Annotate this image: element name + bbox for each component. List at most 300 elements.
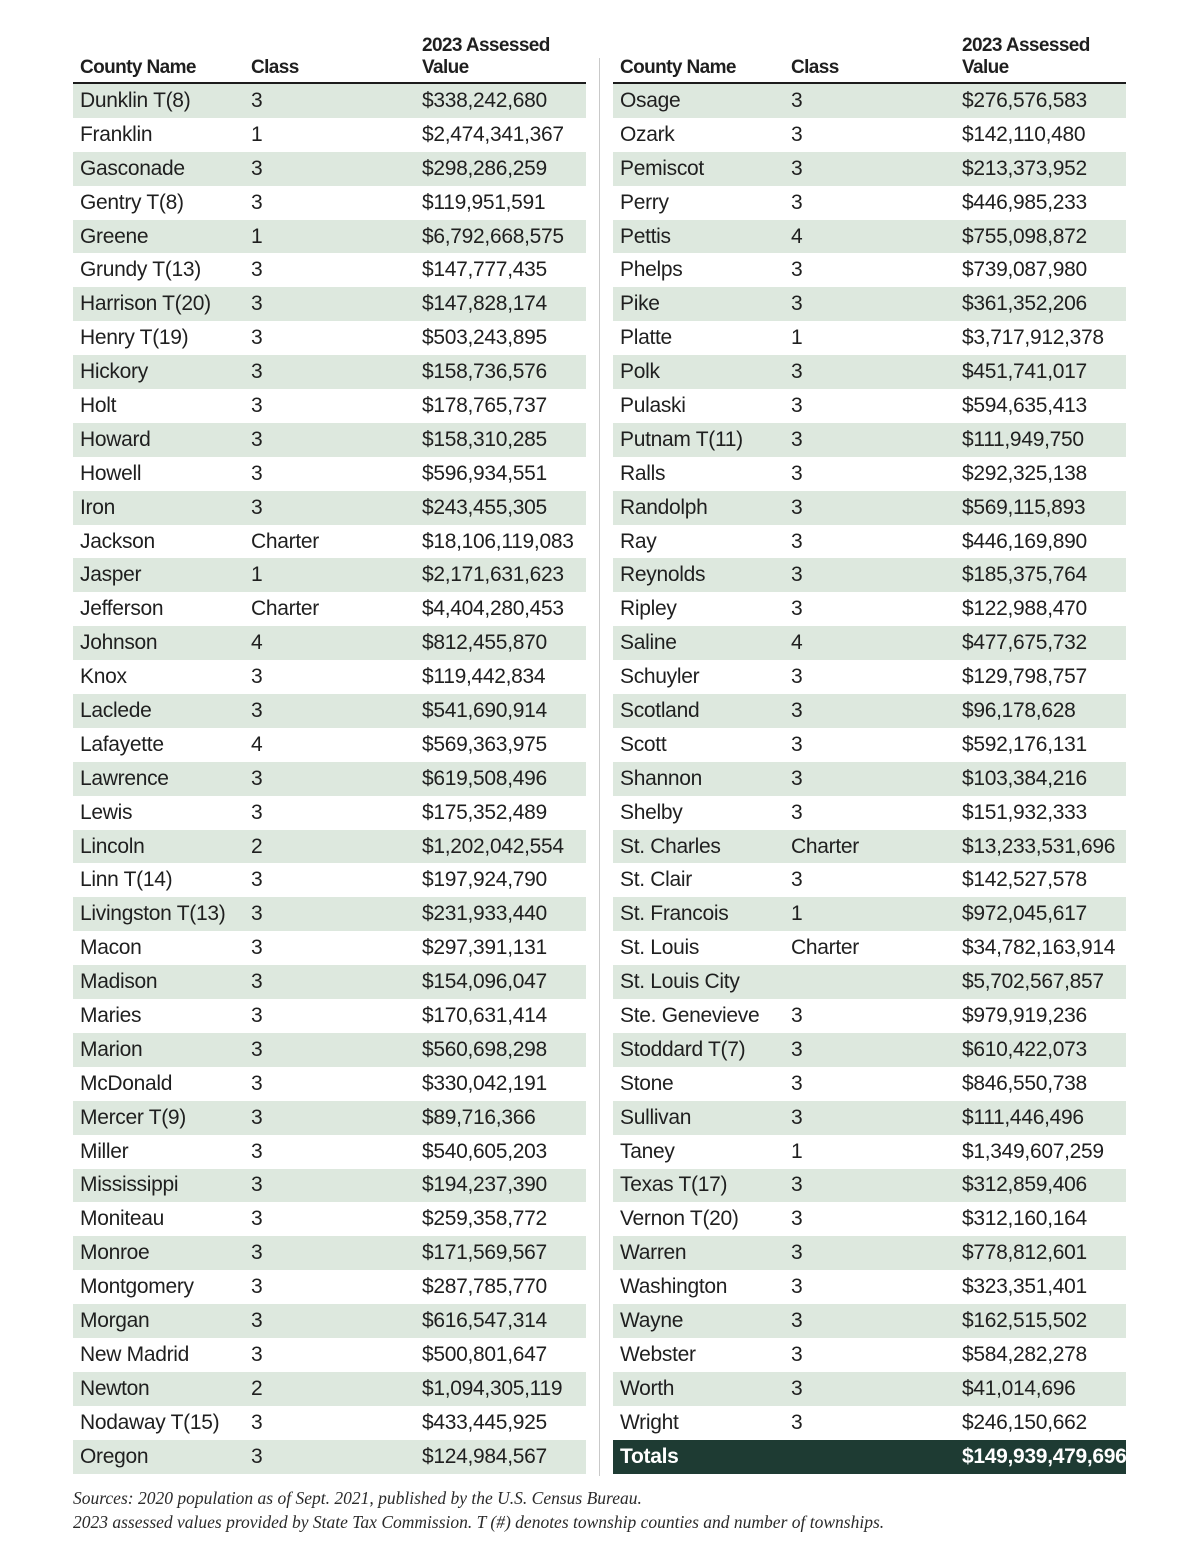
class-cell: 3 [251,766,263,790]
table-row [73,830,586,864]
class-cell: 3 [251,1173,263,1197]
county-name-cell: Montgomery [80,1275,194,1299]
assessed-value-cell: $616,547,314 [422,1309,547,1332]
assessed-value-cell: $846,550,738 [962,1071,1087,1095]
table-row [613,1236,1126,1270]
county-name-cell: Mercer T(9) [80,1105,186,1129]
county-name-cell: Scott [620,732,667,756]
class-cell: 3 [251,1037,263,1061]
assessed-value-cell: $129,798,757 [962,665,1087,689]
county-name-cell: Putnam T(11) [620,427,743,451]
class-cell: 4 [791,224,803,248]
assessed-value-cell: $194,237,390 [422,1173,547,1197]
county-name-cell: Stoddard T(7) [620,1037,746,1061]
source-note-line-2: 2023 assessed values provided by State Tax Commission. T (#) denotes township counties and number of townships. [73,1512,885,1532]
county-name-cell: Webster [620,1342,696,1366]
table-row [613,84,1126,118]
class-cell: 3 [251,495,263,519]
county-name-cell: Gentry T(8) [80,190,184,214]
county-name-cell: Ralls [620,461,666,485]
table-row [73,863,586,897]
class-cell: 3 [791,427,803,451]
class-cell: 3 [791,122,803,146]
assessed-value-cell: $541,690,914 [422,698,547,722]
county-name-cell: Osage [620,88,681,112]
table-row [73,355,586,389]
totals-row [613,1440,1126,1474]
table-row [73,999,586,1033]
assessed-value-cell: $18,106,119,083 [422,529,574,553]
table-row [73,931,586,965]
table-row [613,592,1126,626]
source-notes [73,1486,1133,1534]
class-cell: 3 [251,665,263,689]
county-name-cell: Wayne [620,1309,684,1332]
class-cell: 3 [791,1071,803,1095]
assessed-value-cell: $292,325,138 [962,461,1087,485]
table-row [613,525,1126,559]
table-row [73,1304,586,1338]
county-name-cell: Worth [620,1376,675,1400]
class-cell: 3 [791,360,803,384]
county-name-cell: Marion [80,1037,143,1061]
class-cell: 3 [791,800,803,824]
table-row [613,694,1126,728]
table-row [73,287,586,321]
table-row [613,1372,1126,1406]
table-row [73,84,586,118]
class-cell: 3 [251,698,263,722]
table-row [73,897,586,931]
table-row [613,1067,1126,1101]
class-cell: 3 [251,1275,263,1299]
county-name-cell: Ripley [620,597,677,621]
assessed-value-cell: $154,096,047 [422,970,547,994]
table-row [73,457,586,491]
class-cell: 3 [791,563,803,587]
class-cell: 3 [251,1003,263,1027]
header-assessed-value: 2023 Assessed Value [422,35,550,78]
county-name-cell: Lewis [80,800,133,824]
assessed-value-cell: $170,631,414 [422,1003,547,1027]
assessed-value-cell: $451,741,017 [962,360,1087,384]
class-cell: 1 [251,122,263,146]
class-cell: 3 [791,1105,803,1129]
table-row [73,1406,586,1440]
assessed-value-cell: $298,286,259 [422,156,547,180]
table-row [73,558,586,592]
county-name-cell: Pike [620,292,660,316]
county-name-cell: Mississippi [80,1173,179,1197]
county-name-cell: Linn T(14) [80,868,173,892]
county-name-cell: Pemiscot [620,156,704,180]
table-row [613,1033,1126,1067]
header-class: Class [251,57,299,78]
right-table [613,35,1127,1474]
assessed-value-cell: $41,014,696 [962,1376,1076,1400]
assessed-value-cell: $592,176,131 [962,732,1087,756]
class-cell: 2 [251,1376,263,1400]
assessed-value-cell: $111,446,496 [962,1105,1084,1129]
table-row [73,1135,586,1169]
class-cell: 3 [251,393,263,417]
table-row [73,728,586,762]
assessed-value-cell: $338,242,680 [422,88,547,112]
table-row [73,525,586,559]
assessed-value-cell: $610,422,073 [962,1037,1087,1061]
class-cell: 3 [791,1037,803,1061]
county-name-cell: Iron [80,495,115,519]
county-name-cell: Laclede [80,698,152,722]
assessed-value-cell: $446,169,890 [962,529,1087,553]
class-cell: 3 [791,461,803,485]
class-cell: 3 [791,156,803,180]
county-name-cell: Johnson [80,631,158,655]
assessed-value-cell: $171,569,567 [422,1241,547,1265]
county-name-cell: Madison [80,970,158,994]
county-name-cell: Perry [620,190,669,214]
table-row [73,1372,586,1406]
table-row [613,1202,1126,1236]
class-cell: Charter [251,529,319,553]
county-name-cell: St. Louis City [620,970,740,994]
class-cell: 3 [251,1444,263,1468]
table-row [613,491,1126,525]
right-table-body [613,84,1126,1440]
assessed-value-cell: $119,951,591 [422,190,546,214]
assessed-value-cell: $122,988,470 [962,597,1087,621]
header-county-name: County Name [620,57,736,78]
assessed-value-cell: $276,576,583 [962,88,1087,112]
class-cell: Charter [791,936,859,960]
county-name-cell: Maries [80,1003,142,1027]
table-row [73,1101,586,1135]
class-cell: 3 [251,1410,263,1434]
county-name-cell: Jefferson [80,597,164,621]
table-row [73,1270,586,1304]
class-cell: 3 [251,88,263,112]
county-name-cell: Reynolds [620,563,706,587]
table-row [613,186,1126,220]
table-row [73,1202,586,1236]
assessed-value-cell: $477,675,732 [962,631,1087,655]
right-table-header [613,35,1126,84]
assessed-value-cell: $433,445,925 [422,1410,547,1434]
table-row [613,558,1126,592]
table-row [73,1440,586,1474]
assessed-value-cell: $158,310,285 [422,427,547,451]
county-name-cell: Pulaski [620,393,686,417]
county-name-cell: Monroe [80,1241,150,1265]
class-cell: 3 [791,868,803,892]
header-county-name: County Name [80,57,196,78]
class-cell: 3 [791,732,803,756]
county-name-cell: Dunklin T(8) [80,88,191,112]
class-cell: 3 [791,1207,803,1231]
table-row [613,965,1126,999]
table-row [613,253,1126,287]
class-cell: 3 [791,495,803,519]
county-name-cell: St. Louis [620,936,700,960]
county-name-cell: Grundy T(13) [80,258,201,282]
assessed-value-cell: $103,384,216 [962,766,1087,790]
table-row [613,796,1126,830]
county-name-cell: St. Charles [620,834,721,858]
assessed-value-cell: $979,919,236 [962,1003,1087,1027]
table-row [613,321,1126,355]
table-row [613,897,1126,931]
assessed-value-cell: $569,115,893 [962,495,1086,519]
table-row [613,863,1126,897]
assessed-value-cell: $13,233,531,696 [962,834,1116,858]
assessed-value-cell: $197,924,790 [422,868,547,892]
left-table-header [73,35,586,84]
county-name-cell: Stone [620,1071,674,1095]
county-name-cell: St. Clair [620,868,692,892]
county-name-cell: Henry T(19) [80,326,189,350]
class-cell: 4 [251,732,263,756]
table-row [613,762,1126,796]
class-cell: 3 [251,800,263,824]
county-name-cell: Wright [620,1410,679,1434]
class-cell: 3 [791,258,803,282]
table-row [73,626,586,660]
county-name-cell: Greene [80,224,149,248]
class-cell: 3 [791,1342,803,1366]
assessed-value-cell: $619,508,496 [422,766,547,790]
assessed-value-cell: $96,178,628 [962,698,1076,722]
table-row [73,796,586,830]
assessed-value-cell: $446,985,233 [962,190,1087,214]
table-row [613,355,1126,389]
header-assessed-value: 2023 Assessed Value [962,35,1090,78]
county-name-cell: Shannon [620,766,702,790]
assessed-value-cell: $111,949,750 [962,427,1084,451]
county-name-cell: Howell [80,461,142,485]
table-row [73,253,586,287]
county-name-cell: Washington [620,1275,728,1299]
class-cell: 1 [791,1139,803,1163]
class-cell: 3 [251,1105,263,1129]
class-cell: 3 [251,970,263,994]
county-name-cell: Macon [80,936,142,960]
class-cell: 3 [791,1003,803,1027]
county-name-cell: Platte [620,326,672,350]
assessed-value-cell: $243,455,305 [422,495,547,519]
assessed-value-cell: $142,110,480 [962,122,1086,146]
table-row [613,1101,1126,1135]
assessed-value-cell: $158,736,576 [422,360,547,384]
table-row [613,152,1126,186]
assessed-value-cell: $1,094,305,119 [422,1376,563,1400]
table-row [613,389,1126,423]
table-row [613,287,1126,321]
table-row [613,728,1126,762]
assessed-value-cell: $500,801,647 [422,1342,547,1366]
column-divider [599,58,600,1476]
table-row [613,1270,1126,1304]
county-name-cell: Harrison T(20) [80,292,211,316]
county-name-cell: Saline [620,631,677,655]
class-cell: 3 [791,1173,803,1197]
assessed-value-cell: $312,160,164 [962,1207,1087,1231]
left-table-body [73,84,586,1474]
class-cell: 3 [791,698,803,722]
class-cell: 3 [791,88,803,112]
totals-value: $149,939,479,696 [962,1444,1127,1468]
table-row [73,1338,586,1372]
table-row [613,1406,1126,1440]
assessed-value-cell: $147,777,435 [422,258,547,282]
assessed-value-cell: $142,527,578 [962,868,1087,892]
assessed-value-cell: $330,042,191 [422,1071,547,1095]
table-row [73,423,586,457]
table-row [73,220,586,254]
table-row [613,118,1126,152]
assessed-value-cell: $124,984,567 [422,1444,547,1468]
assessed-value-cell: $89,716,366 [422,1105,536,1129]
class-cell: 1 [251,224,263,248]
county-name-cell: Scotland [620,698,700,722]
assessed-value-cell: $312,859,406 [962,1173,1087,1197]
county-name-cell: Schuyler [620,665,700,689]
class-cell: 3 [251,190,263,214]
county-name-cell: Lafayette [80,732,164,756]
county-name-cell: Ray [620,529,657,553]
table-row [613,220,1126,254]
county-name-cell: Miller [80,1139,129,1163]
county-name-cell: Holt [80,393,117,417]
assessed-value-cell: $503,243,895 [422,326,547,350]
class-cell: 3 [251,461,263,485]
class-cell: 3 [251,1342,263,1366]
assessed-value-cell: $596,934,551 [422,461,547,485]
class-cell: 3 [251,360,263,384]
county-name-cell: Pettis [620,224,671,248]
assessed-value-cell: $231,933,440 [422,902,547,926]
assessed-value-cell: $2,474,341,367 [422,122,564,146]
county-name-cell: Warren [620,1241,687,1265]
class-cell: 3 [791,393,803,417]
assessed-value-cell: $1,202,042,554 [422,834,564,858]
assessed-value-cell: $185,375,764 [962,563,1087,587]
county-name-cell: New Madrid [80,1342,190,1366]
table-row [613,931,1126,965]
county-name-cell: Gasconade [80,156,185,180]
header-class: Class [791,57,839,78]
county-name-cell: Newton [80,1376,150,1400]
assessed-value-cell: $213,373,952 [962,156,1087,180]
table-row [613,1169,1126,1203]
table-row [73,1236,586,1270]
county-name-cell: Vernon T(20) [620,1207,739,1231]
assessed-value-cell: $34,782,163,914 [962,936,1116,960]
assessed-value-cell: $119,442,834 [422,665,546,689]
source-note-line-1: Sources: 2020 population as of Sept. 2021, published by the U.S. Census Bureau. [73,1488,642,1508]
county-name-cell: Jasper [80,563,142,587]
class-cell: 3 [251,1241,263,1265]
county-name-cell: Lincoln [80,834,145,858]
class-cell: 3 [251,1139,263,1163]
table-row [613,457,1126,491]
table-row [613,999,1126,1033]
class-cell: 4 [251,631,263,655]
county-name-cell: Polk [620,360,660,384]
assessed-value-cell: $361,352,206 [962,292,1087,316]
table-row [613,1135,1126,1169]
county-name-cell: Ste. Genevieve [620,1003,760,1027]
assessed-value-cell: $175,352,489 [422,800,547,824]
class-cell: 3 [251,868,263,892]
assessed-value-cell: $323,351,401 [962,1275,1087,1299]
totals-label: Totals [620,1444,679,1468]
county-name-cell: Morgan [80,1309,150,1332]
table-row [73,660,586,694]
table-row [73,1169,586,1203]
class-cell: 3 [251,936,263,960]
class-cell: 3 [791,597,803,621]
class-cell: 3 [791,665,803,689]
assessed-value-cell: $812,455,870 [422,631,547,655]
assessed-value-cell: $147,828,174 [422,292,547,316]
class-cell: 3 [251,156,263,180]
assessed-value-cell: $287,785,770 [422,1275,547,1299]
class-cell: 3 [251,292,263,316]
assessed-value-cell: $972,045,617 [962,902,1087,926]
table-row [613,423,1126,457]
class-cell: 3 [251,427,263,451]
county-name-cell: Nodaway T(15) [80,1410,220,1434]
table-row [613,830,1126,864]
table-row [73,491,586,525]
class-cell: 3 [791,766,803,790]
class-cell: 3 [251,902,263,926]
assessed-value-cell: $540,605,203 [422,1139,547,1163]
county-name-cell: St. Francois [620,902,729,926]
county-name-cell: Phelps [620,258,683,282]
county-name-cell: Knox [80,665,127,689]
county-name-cell: McDonald [80,1071,173,1095]
class-cell: 3 [251,326,263,350]
assessed-value-cell: $739,087,980 [962,258,1087,282]
class-cell: 3 [251,1071,263,1095]
table-row [73,694,586,728]
table-row [73,118,586,152]
table-row [73,965,586,999]
class-cell: 3 [791,1309,803,1332]
table-row [73,592,586,626]
class-cell: 3 [791,292,803,316]
class-cell: 3 [791,529,803,553]
assessed-value-cell: $778,812,601 [962,1241,1087,1265]
class-cell: Charter [791,834,859,858]
county-name-cell: Texas T(17) [620,1173,728,1197]
class-cell: 3 [791,1241,803,1265]
assessed-value-cell: $246,150,662 [962,1410,1087,1434]
table-row [73,389,586,423]
assessed-value-cell: $297,391,131 [422,936,547,960]
table-row [73,152,586,186]
assessed-value-cell: $755,098,872 [962,224,1087,248]
class-cell: 1 [791,902,803,926]
class-cell: 3 [251,1309,263,1332]
assessed-value-cell: $3,717,912,378 [962,326,1104,350]
table-row [613,660,1126,694]
county-name-cell: Moniteau [80,1207,164,1231]
county-name-cell: Jackson [80,529,155,553]
county-name-cell: Franklin [80,122,153,146]
county-name-cell: Livingston T(13) [80,902,226,926]
